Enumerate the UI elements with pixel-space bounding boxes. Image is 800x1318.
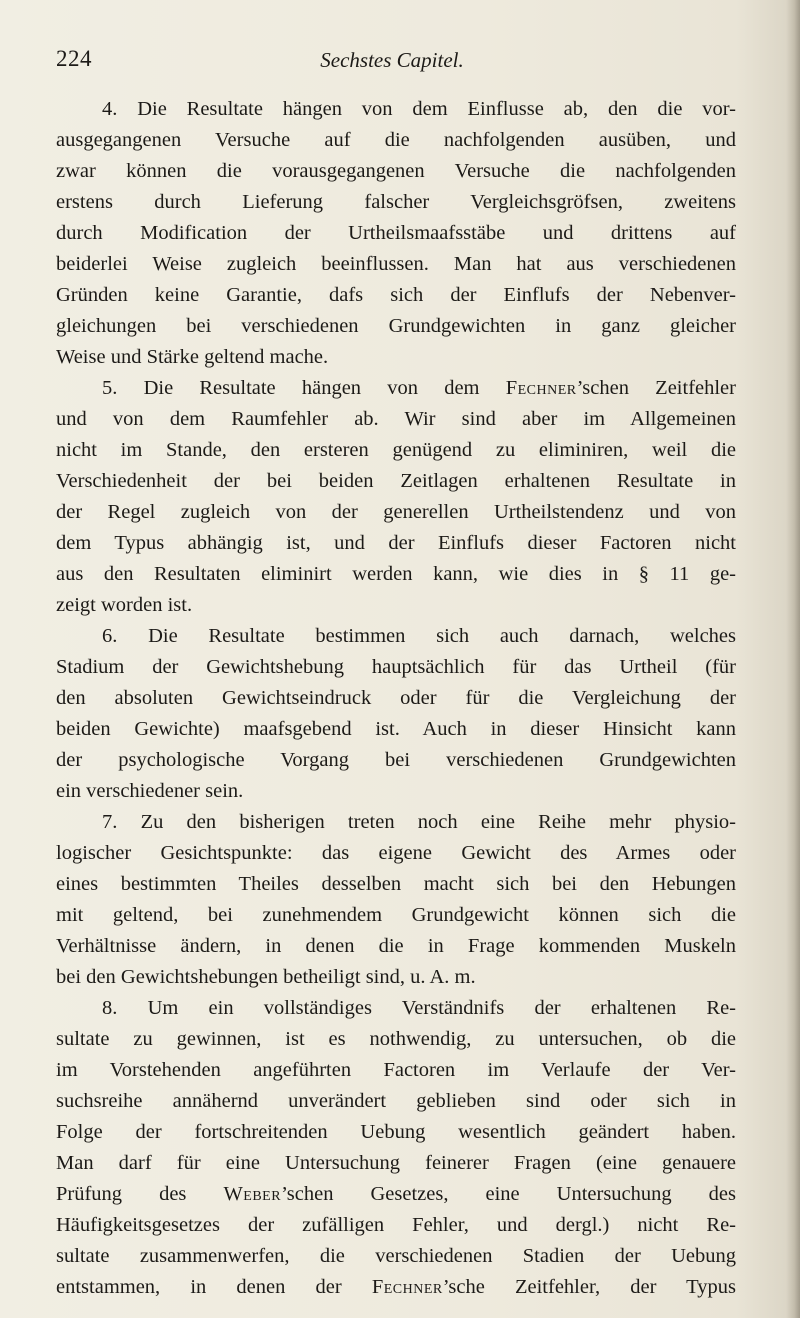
text-line: Stadium der Gewichtshebung hauptsächlich für das Urtheil (für [56, 656, 736, 678]
text-line: Verhältnisse ändern, in denen die in Frage kommenden Muskeln [56, 935, 736, 957]
text-span: entstammen, in denen der [56, 1276, 372, 1298]
text-line: gleichungen bei verschiedenen Grundgewichten in ganz gleicher [56, 315, 736, 337]
text-span: ’schen Zeitfehler [576, 377, 736, 399]
text-line: Häufigkeitsgesetzes der zufälligen Fehler, und dergl.) nicht Re- [56, 1214, 736, 1236]
text-line: zwar können die vorausgegangenen Versuche die nachfolgenden [56, 160, 736, 182]
running-title: Sechstes Capitel. [320, 48, 464, 72]
text-line: erstens durch Lieferung falscher Vergleichsgröfsen, zweitens [56, 191, 736, 213]
text-line: Weise und Stärke geltend mache. [56, 346, 329, 368]
text-line: bei den Gewichtshebungen betheiligt sind, u. A. m. [56, 966, 476, 988]
text-line [56, 1272, 736, 1303]
body-text [56, 94, 736, 1303]
text-line: 4. Die Resultate hängen von dem Einflusse ab, den die vor- [102, 98, 736, 120]
page-edge-shadow [786, 0, 800, 1318]
text-line: 6. Die Resultate bestimmen sich auch darnach, welches [102, 625, 736, 647]
author-name: Fechner [505, 377, 577, 399]
author-name: Fechner [371, 1276, 443, 1298]
text-line: aus den Resultaten eliminirt werden kann, wie dies in § 11 ge- [56, 563, 736, 585]
author-name: Weber [223, 1183, 282, 1205]
text-line: der Regel zugleich von der generellen Urtheilstendenz und von [56, 501, 736, 523]
text-line [56, 373, 736, 404]
text-line: Folge der fortschreitenden Uebung wesentlich geändert haben. [56, 1121, 736, 1143]
text-line [56, 1179, 736, 1210]
text-line: logischer Gesichtspunkte: das eigene Gewicht des Armes oder [56, 842, 736, 864]
text-line: Gründen keine Garantie, dafs sich der Einflufs der Nebenver- [56, 284, 736, 306]
text-line: beiderlei Weise zugleich beeinflussen. Man hat aus verschiedenen [56, 253, 736, 275]
text-line: sultate zusammenwerfen, die verschiedenen Stadien der Uebung [56, 1245, 736, 1267]
text-span: ’sche Zeitfehler, der Typus [442, 1276, 736, 1298]
text-line: und von dem Raumfehler ab. Wir sind aber im Allgemeinen [56, 408, 736, 430]
text-line: der psychologische Vorgang bei verschiedenen Grundgewichten [56, 749, 736, 771]
text-line: sultate zu gewinnen, ist es nothwendig, zu untersuchen, ob die [56, 1028, 736, 1050]
text-line: 8. Um ein vollständiges Verständnifs der erhaltenen Re- [102, 997, 736, 1019]
text-span: ’schen Gesetzes, eine Untersuchung des [281, 1183, 736, 1205]
text-line: durch Modification der Urtheilsmaafsstäbe und drittens auf [56, 222, 736, 244]
text-line: beiden Gewichte) maafsgebend ist. Auch in dieser Hinsicht kann [56, 718, 736, 740]
text-line: ausgegangenen Versuche auf die nachfolgenden ausüben, und [56, 129, 736, 151]
text-span: Prüfung des [56, 1183, 224, 1205]
text-line: den absoluten Gewichtseindruck oder für die Vergleichung der [56, 687, 736, 709]
text-line: zeigt worden ist. [56, 594, 193, 616]
text-line: Verschiedenheit der bei beiden Zeitlagen erhaltenen Resultate in [56, 470, 736, 492]
page-header [56, 46, 728, 78]
text-line: nicht im Stande, den ersteren genügend zu eliminiren, weil die [56, 439, 736, 461]
text-line: eines bestimmten Theiles desselben macht sich bei den Hebungen [56, 873, 736, 895]
text-line: suchsreihe annähernd unverändert geblieben sind oder sich in [56, 1090, 736, 1112]
text-line: Man darf für eine Untersuchung feinerer Fragen (eine genauere [56, 1152, 736, 1174]
text-line: 7. Zu den bisherigen treten noch eine Reihe mehr physio- [102, 811, 736, 833]
page-number: 224 [56, 46, 92, 71]
text-line: dem Typus abhängig ist, und der Einflufs dieser Factoren nicht [56, 532, 736, 554]
text-line: im Vorstehenden angeführten Factoren im Verlaufe der Ver- [56, 1059, 736, 1081]
text-line: mit geltend, bei zunehmendem Grundgewicht können sich die [56, 904, 736, 926]
text-line: ein verschiedener sein. [56, 780, 244, 802]
text-span: 5. Die Resultate hängen von dem [102, 377, 506, 399]
